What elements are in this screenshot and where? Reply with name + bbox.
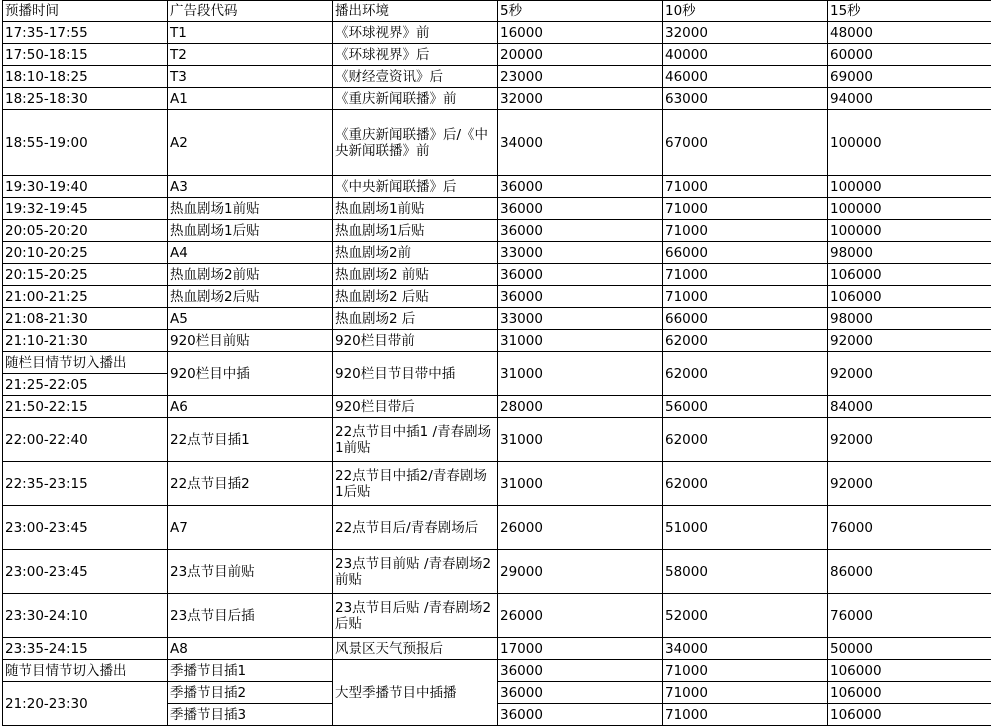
header-cell: 15秒 [828,1,991,22]
price-5s-cell: 23000 [498,66,663,88]
table-row [3,22,991,44]
price-5s-cell: 16000 [498,22,663,44]
environment-cell: 热血剧场2前 [333,242,498,264]
code-cell: A2 [168,110,333,176]
time-cell: 21:20-23:30 [3,682,168,726]
table-row [3,352,991,374]
time-cell: 22:00-22:40 [3,418,168,462]
time-cell: 23:00-23:45 [3,550,168,594]
environment-cell: 《重庆新闻联播》后/《中央新闻联播》前 [333,110,498,176]
price-5s-cell: 28000 [498,396,663,418]
price-10s-cell: 71000 [663,660,828,682]
code-cell: 920栏目中插 [168,352,333,396]
price-15s-cell: 92000 [828,462,991,506]
price-5s-cell: 34000 [498,110,663,176]
table-row [3,396,991,418]
table-row [3,198,991,220]
price-15s-cell: 76000 [828,594,991,638]
time-cell: 20:05-20:20 [3,220,168,242]
table-row [3,660,991,682]
code-cell: A8 [168,638,333,660]
price-5s-cell: 33000 [498,242,663,264]
price-10s-cell: 71000 [663,264,828,286]
code-cell: A7 [168,506,333,550]
price-5s-cell: 20000 [498,44,663,66]
code-cell: A1 [168,88,333,110]
environment-cell: 热血剧场1后贴 [333,220,498,242]
price-15s-cell: 86000 [828,550,991,594]
time-cell: 18:25-18:30 [3,88,168,110]
table-row [3,264,991,286]
code-cell: 23点节目前贴 [168,550,333,594]
environment-cell: 《环球视界》后 [333,44,498,66]
environment-cell: 《财经壹资讯》后 [333,66,498,88]
price-5s-cell: 36000 [498,660,663,682]
time-cell: 17:35-17:55 [3,22,168,44]
environment-cell: 大型季播节目中插播 [333,660,498,726]
price-15s-cell: 69000 [828,66,991,88]
code-cell: 季播节目插1 [168,660,333,682]
time-cell: 19:30-19:40 [3,176,168,198]
environment-cell: 热血剧场2 后 [333,308,498,330]
price-15s-cell: 84000 [828,396,991,418]
price-10s-cell: 56000 [663,396,828,418]
price-5s-cell: 31000 [498,352,663,396]
price-15s-cell: 106000 [828,264,991,286]
price-15s-cell: 98000 [828,308,991,330]
price-10s-cell: 52000 [663,594,828,638]
price-10s-cell: 34000 [663,638,828,660]
price-15s-cell: 106000 [828,286,991,308]
code-cell: 热血剧场1前贴 [168,198,333,220]
time-cell: 20:10-20:25 [3,242,168,264]
table-row [3,176,991,198]
price-5s-cell: 36000 [498,220,663,242]
environment-cell: 22点节目中插2/青春剧场1后贴 [333,462,498,506]
table-row [3,638,991,660]
time-cell: 随栏目情节切入播出 [3,352,168,374]
time-cell: 18:55-19:00 [3,110,168,176]
environment-cell: 《环球视界》前 [333,22,498,44]
price-5s-cell: 26000 [498,594,663,638]
environment-cell: 《重庆新闻联播》前 [333,88,498,110]
price-10s-cell: 67000 [663,110,828,176]
price-10s-cell: 66000 [663,242,828,264]
price-5s-cell: 36000 [498,286,663,308]
price-5s-cell: 17000 [498,638,663,660]
time-cell: 21:08-21:30 [3,308,168,330]
price-10s-cell: 71000 [663,198,828,220]
header-cell: 10秒 [663,1,828,22]
price-5s-cell: 36000 [498,198,663,220]
price-15s-cell: 100000 [828,176,991,198]
table-row [3,550,991,594]
price-10s-cell: 62000 [663,418,828,462]
price-15s-cell: 92000 [828,352,991,396]
price-5s-cell: 31000 [498,418,663,462]
code-cell: 热血剧场2后贴 [168,286,333,308]
time-cell: 21:50-22:15 [3,396,168,418]
time-cell: 21:00-21:25 [3,286,168,308]
environment-cell: 920栏目带后 [333,396,498,418]
price-15s-cell: 106000 [828,660,991,682]
header-cell: 预播时间 [3,1,168,22]
code-cell: A6 [168,396,333,418]
environment-cell: 23点节目前贴 /青春剧场2前贴 [333,550,498,594]
environment-cell: 22点节目中插1 /青春剧场1前贴 [333,418,498,462]
price-15s-cell: 106000 [828,704,991,726]
price-10s-cell: 71000 [663,220,828,242]
code-cell: 季播节目插3 [168,704,333,726]
price-10s-cell: 63000 [663,88,828,110]
code-cell: A3 [168,176,333,198]
price-15s-cell: 100000 [828,220,991,242]
code-cell: 热血剧场2前贴 [168,264,333,286]
price-5s-cell: 36000 [498,704,663,726]
time-cell: 23:30-24:10 [3,594,168,638]
table-row [3,682,991,704]
table-row [3,110,991,176]
code-cell: 22点节目插1 [168,418,333,462]
price-10s-cell: 62000 [663,330,828,352]
price-10s-cell: 46000 [663,66,828,88]
price-15s-cell: 50000 [828,638,991,660]
ad-rate-table [2,0,991,726]
table-row [3,308,991,330]
price-15s-cell: 76000 [828,506,991,550]
price-15s-cell: 94000 [828,88,991,110]
environment-cell: 热血剧场2 后贴 [333,286,498,308]
table-row [3,418,991,462]
table-row [3,220,991,242]
price-10s-cell: 62000 [663,462,828,506]
table-row [3,286,991,308]
price-5s-cell: 33000 [498,308,663,330]
environment-cell: 920栏目带前 [333,330,498,352]
environment-cell: 热血剧场1前贴 [333,198,498,220]
price-10s-cell: 62000 [663,352,828,396]
table-row [3,506,991,550]
time-cell: 19:32-19:45 [3,198,168,220]
table-row [3,594,991,638]
table-row [3,44,991,66]
header-cell: 5秒 [498,1,663,22]
price-5s-cell: 36000 [498,176,663,198]
time-cell: 23:35-24:15 [3,638,168,660]
code-cell: A5 [168,308,333,330]
code-cell: T1 [168,22,333,44]
code-cell: T2 [168,44,333,66]
time-cell: 随节目情节切入播出 [3,660,168,682]
time-cell: 20:15-20:25 [3,264,168,286]
table-row [3,242,991,264]
price-5s-cell: 36000 [498,264,663,286]
price-15s-cell: 100000 [828,198,991,220]
price-15s-cell: 92000 [828,418,991,462]
table-row [3,330,991,352]
code-cell: 920栏目前贴 [168,330,333,352]
environment-cell: 《中央新闻联播》后 [333,176,498,198]
code-cell: 热血剧场1后贴 [168,220,333,242]
time-cell: 18:10-18:25 [3,66,168,88]
environment-cell: 热血剧场2 前贴 [333,264,498,286]
price-5s-cell: 36000 [498,682,663,704]
time-cell: 17:50-18:15 [3,44,168,66]
price-5s-cell: 32000 [498,88,663,110]
code-cell: 23点节目后插 [168,594,333,638]
code-cell: T3 [168,66,333,88]
header-cell: 广告段代码 [168,1,333,22]
time-cell: 22:35-23:15 [3,462,168,506]
price-10s-cell: 66000 [663,308,828,330]
code-cell: 22点节目插2 [168,462,333,506]
table-header-row [3,1,991,22]
price-5s-cell: 31000 [498,330,663,352]
environment-cell: 22点节目后/青春剧场后 [333,506,498,550]
price-10s-cell: 40000 [663,44,828,66]
price-15s-cell: 100000 [828,110,991,176]
price-5s-cell: 31000 [498,462,663,506]
price-10s-cell: 71000 [663,176,828,198]
price-15s-cell: 92000 [828,330,991,352]
table-row [3,88,991,110]
price-15s-cell: 98000 [828,242,991,264]
price-15s-cell: 48000 [828,22,991,44]
time-cell: 21:25-22:05 [3,374,168,396]
environment-cell: 23点节目后贴 /青春剧场2后贴 [333,594,498,638]
code-cell: A4 [168,242,333,264]
header-cell: 播出环境 [333,1,498,22]
time-cell: 21:10-21:30 [3,330,168,352]
price-10s-cell: 71000 [663,682,828,704]
environment-cell: 风景区天气预报后 [333,638,498,660]
price-10s-cell: 32000 [663,22,828,44]
price-5s-cell: 26000 [498,506,663,550]
price-15s-cell: 60000 [828,44,991,66]
price-10s-cell: 71000 [663,286,828,308]
price-10s-cell: 58000 [663,550,828,594]
price-10s-cell: 71000 [663,704,828,726]
time-cell: 23:00-23:45 [3,506,168,550]
code-cell: 季播节目插2 [168,682,333,704]
price-5s-cell: 29000 [498,550,663,594]
table-row [3,462,991,506]
table-row [3,66,991,88]
price-10s-cell: 51000 [663,506,828,550]
price-15s-cell: 106000 [828,682,991,704]
environment-cell: 920栏目节目带中插 [333,352,498,396]
